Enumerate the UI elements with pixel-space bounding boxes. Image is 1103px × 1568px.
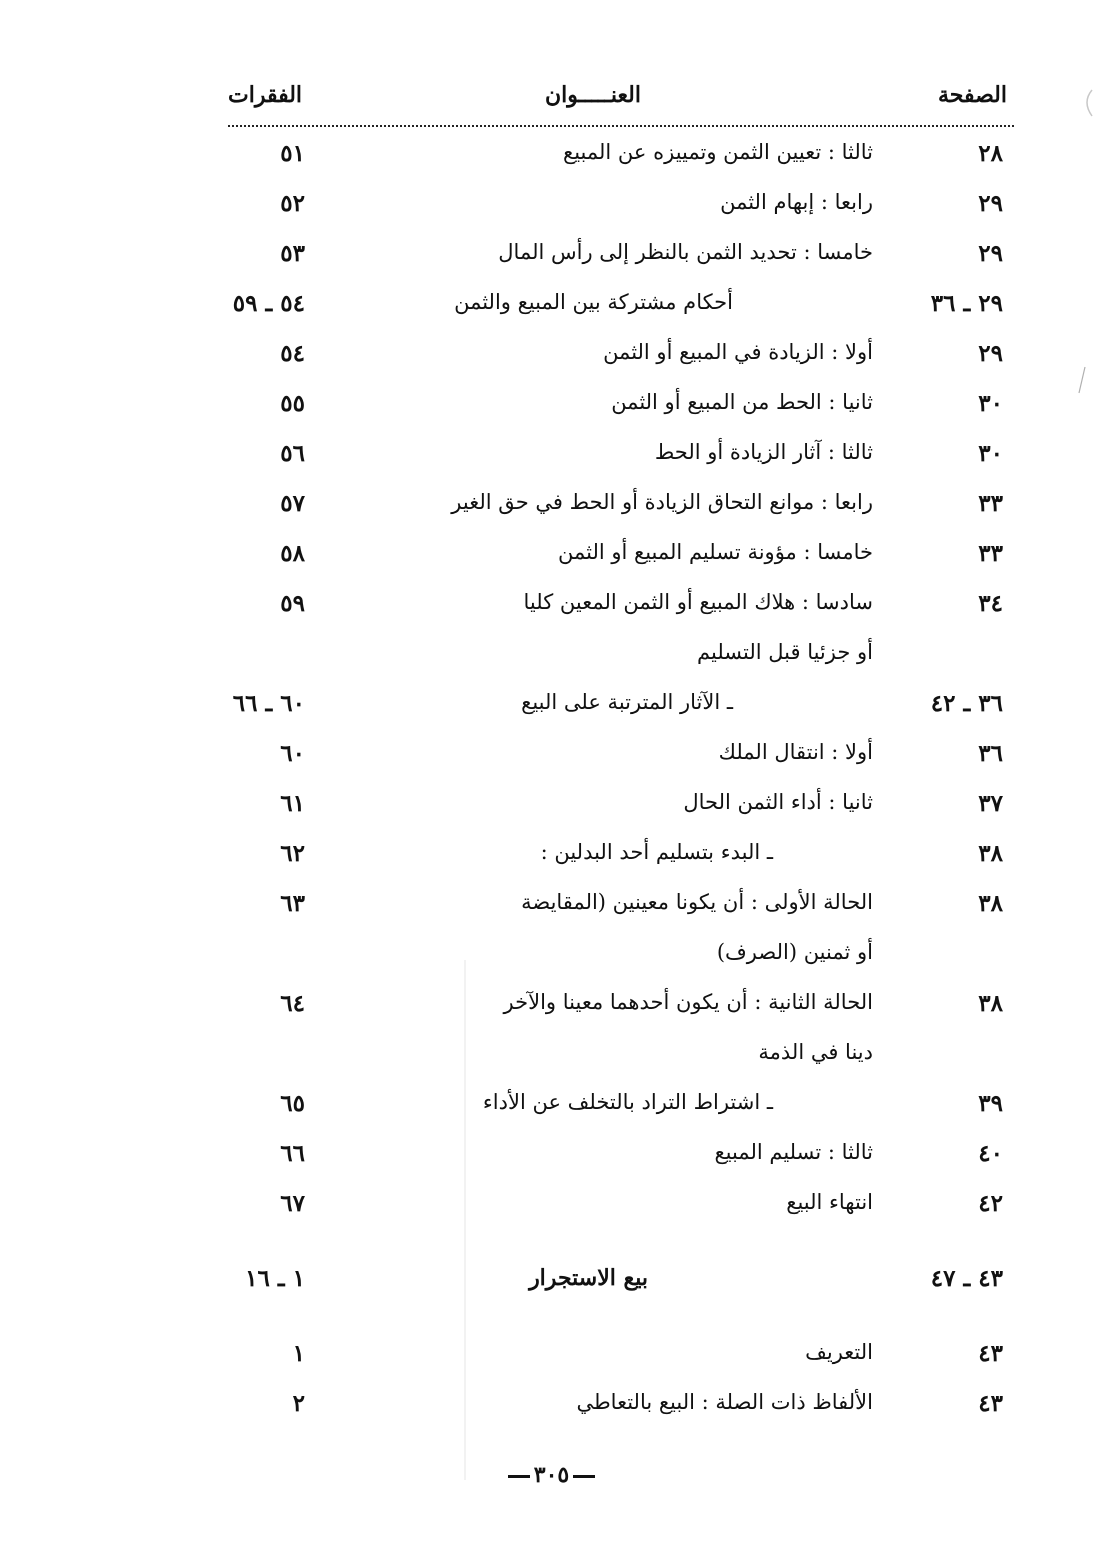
entry-title: ـ البدء بتسليم أحد البدلين : [540, 840, 773, 864]
page-number: ٣٨ [978, 990, 1003, 1017]
paragraph-number: ٥٤ [280, 340, 305, 367]
entry-title: الحالة الثانية : أن يكون أحدهما معينا والآخر [503, 990, 873, 1014]
index-row [0, 590, 1103, 630]
index-row-continuation [0, 940, 1103, 980]
paragraph-number: ٢ [292, 1390, 305, 1417]
paragraph-number: ٦٧ [280, 1190, 305, 1217]
index-row [0, 190, 1103, 230]
paragraph-number: ٥٤ ـ ٥٩ [232, 290, 305, 317]
index-row [0, 1140, 1103, 1180]
page-number: ٣٦ [978, 740, 1003, 767]
index-row-continuation [0, 640, 1103, 680]
paragraph-number: ٥٣ [280, 240, 305, 267]
paragraph-number: ٥٨ [280, 540, 305, 567]
page-number: ٣٨ [978, 840, 1003, 867]
entry-title: التعريف [805, 1340, 873, 1364]
header-dotted-rule [228, 125, 1014, 127]
index-row-continuation [0, 1040, 1103, 1080]
paragraphs-column-header: الفقرات [228, 82, 303, 108]
page-number: ٣٠ [978, 440, 1003, 467]
folio-dash-left [573, 1475, 595, 1478]
scan-mark [1080, 88, 1096, 118]
paragraph-number: ٦٤ [280, 990, 305, 1017]
page-number: ٣٠ [978, 390, 1003, 417]
entry-title-continuation: أو ثمنين (الصرف) [716, 940, 873, 964]
entry-title: أولا : انتقال الملك [718, 740, 873, 764]
page-number: ٤٣ [978, 1390, 1003, 1417]
index-row [0, 840, 1103, 880]
paragraph-number: ٥٢ [280, 190, 305, 217]
entry-title: أولا : الزيادة في المبيع أو الثمن [603, 340, 873, 364]
paragraph-number: ٦٣ [280, 890, 305, 917]
index-row-section [0, 1265, 1103, 1305]
entry-title-continuation: دينا في الذمة [758, 1040, 873, 1064]
scan-mark [1076, 365, 1088, 395]
page-number: ٢٩ ـ ٣٦ [930, 290, 1003, 317]
paragraph-number: ١ [292, 1340, 305, 1367]
page-number: ٢٨ [978, 140, 1003, 167]
page-number: ٣٣ [978, 490, 1003, 517]
entry-title: الألفاظ ذات الصلة : البيع بالتعاطي [576, 1390, 873, 1414]
page-number: ٣٧ [978, 790, 1003, 817]
entry-title-continuation: أو جزئيا قبل التسليم [697, 640, 873, 664]
paragraph-number: ٦٥ [280, 1090, 305, 1117]
page-number: ٣٤ [978, 590, 1003, 617]
entry-title: سادسا : هلاك المبيع أو الثمن المعين كليا [523, 590, 873, 614]
paragraph-number: ٥١ [280, 140, 305, 167]
index-row [0, 440, 1103, 480]
paragraph-number: ٦٠ ـ ٦٦ [232, 690, 305, 717]
paragraph-number: ٦٠ [280, 740, 305, 767]
title-column-header: العنـــــوان [545, 82, 641, 108]
paragraph-number: ٦٢ [280, 840, 305, 867]
paragraph-number: ٦١ [280, 790, 305, 817]
paragraph-number: ٥٥ [280, 390, 305, 417]
folio-number: ٣٠٥ [533, 1462, 570, 1488]
entry-title: ثالثا : تعيين الثمن وتمييزه عن المبيع [563, 140, 873, 164]
index-row [0, 1090, 1103, 1130]
paragraph-number: ١ ـ ١٦ [245, 1265, 305, 1292]
index-row [0, 790, 1103, 830]
page-number: ٤٠ [978, 1140, 1003, 1167]
page-number: ٤٢ [978, 1190, 1003, 1217]
index-row [0, 540, 1103, 580]
index-row [0, 690, 1103, 730]
entry-title: خامسا : مؤونة تسليم المبيع أو الثمن [558, 540, 873, 564]
entry-title: أحكام مشتركة بين المبيع والثمن [454, 290, 733, 314]
paragraph-number: ٥٦ [280, 440, 305, 467]
paragraph-number: ٦٦ [280, 1140, 305, 1167]
index-row [0, 290, 1103, 330]
index-row [0, 1390, 1103, 1430]
entry-title: ثالثا : تسليم المبيع [714, 1140, 873, 1164]
index-row [0, 140, 1103, 180]
page-number: ٤٣ ـ ٤٧ [930, 1265, 1003, 1292]
page-folio [0, 1462, 1103, 1488]
entry-title: ـ اشتراط التراد بالتخلف عن الأداء [482, 1090, 773, 1114]
folio-dash-right [508, 1475, 530, 1478]
index-row [0, 890, 1103, 930]
entry-title: ـ الآثار المترتبة على البيع [521, 690, 733, 714]
entry-title: خامسا : تحديد الثمن بالنظر إلى رأس المال [498, 240, 873, 264]
page-column-header: الصفحة [937, 82, 1007, 108]
entry-title: رابعا : إبهام الثمن [720, 190, 873, 214]
paragraph-number: ٥٧ [280, 490, 305, 517]
paragraph-number: ٥٩ [280, 590, 305, 617]
index-row [0, 1340, 1103, 1380]
page-number: ٣٣ [978, 540, 1003, 567]
index-row [0, 1190, 1103, 1230]
index-row [0, 340, 1103, 380]
section-title: بيع الاستجرار [529, 1265, 648, 1291]
page-number: ٣٦ ـ ٤٢ [930, 690, 1003, 717]
page-number: ٣٨ [978, 890, 1003, 917]
entry-title: ثانيا : الحط من المبيع أو الثمن [611, 390, 873, 414]
entry-title: الحالة الأولى : أن يكونا معينين (المقايضة [521, 890, 873, 914]
index-row [0, 990, 1103, 1030]
index-row [0, 240, 1103, 280]
index-row [0, 740, 1103, 780]
index-row [0, 490, 1103, 530]
index-row [0, 390, 1103, 430]
scan-mark [462, 960, 468, 1480]
page-number: ٣٩ [978, 1090, 1003, 1117]
entry-title: ثانيا : أداء الثمن الحال [683, 790, 873, 814]
page-number: ٢٩ [978, 190, 1003, 217]
page-number: ٢٩ [978, 340, 1003, 367]
entry-title: ثالثا : آثار الزيادة أو الحط [654, 440, 873, 464]
entry-title: رابعا : موانع التحاق الزيادة أو الحط في حق الغير [451, 490, 873, 514]
entry-title: انتهاء البيع [786, 1190, 873, 1214]
page-number: ٢٩ [978, 240, 1003, 267]
page-number: ٤٣ [978, 1340, 1003, 1367]
